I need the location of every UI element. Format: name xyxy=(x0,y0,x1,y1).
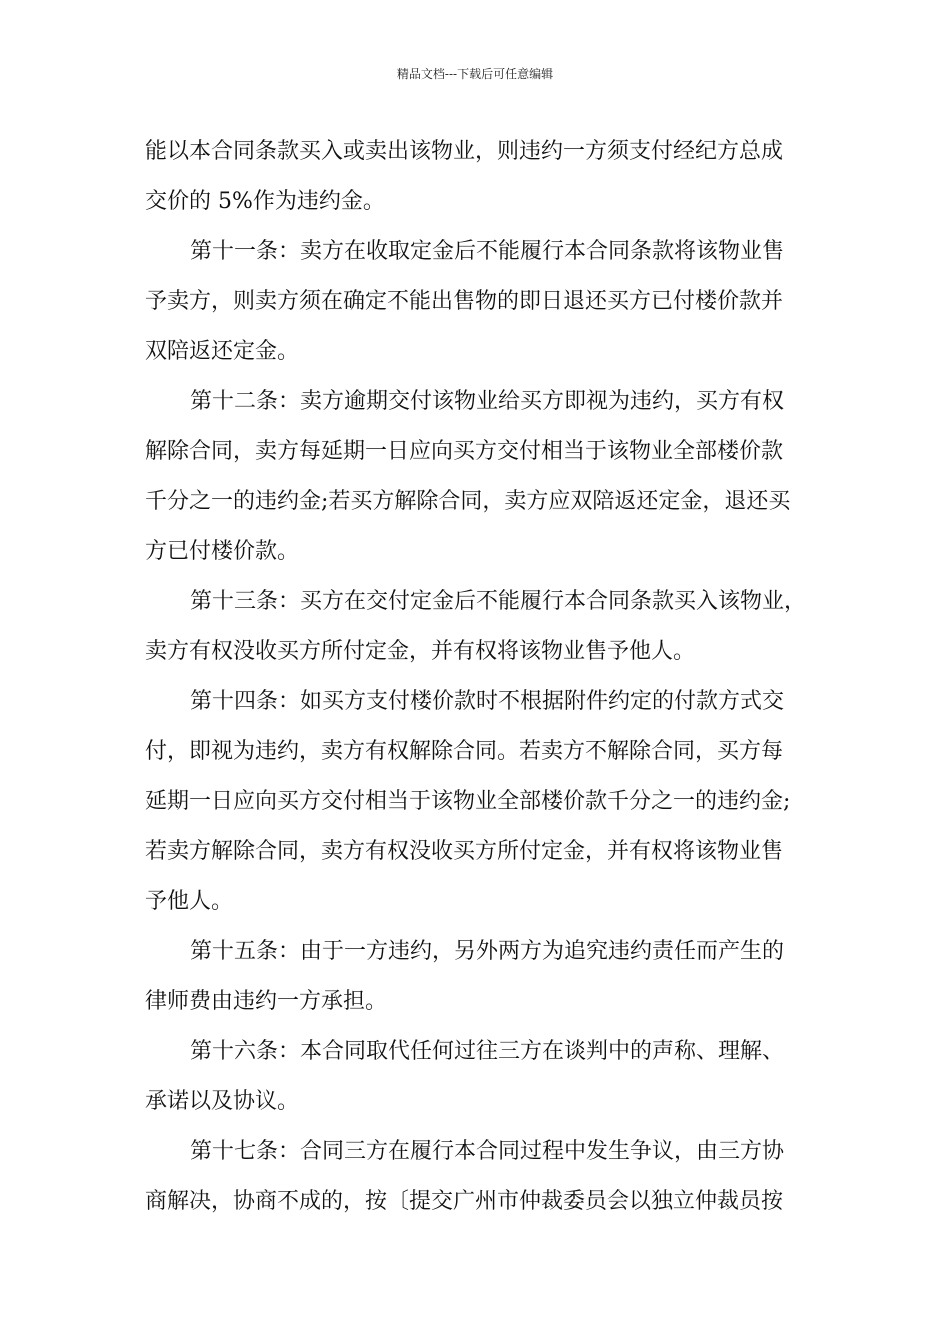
document-body xyxy=(145,127,810,1227)
text-line: 若卖方解除合同，卖方有权没收买方所付定金，并有权将该物业售 xyxy=(145,839,784,864)
text-line: 第十七条：合同三方在履行本合同过程中发生争议，由三方协 xyxy=(190,1139,785,1164)
text-line: 方已付楼价款。 xyxy=(145,539,300,564)
text-line: 商解决，协商不成的，按〔提交广州市仲裁委员会以独立仲裁员按 xyxy=(145,1189,784,1214)
text-line: 第十一条：卖方在收取定金后不能履行本合同条款将该物业售 xyxy=(190,239,785,264)
text-line: 付，即视为违约，卖方有权解除合同。若卖方不解除合同，买方每 xyxy=(145,739,784,764)
text-line: 千分之一的违约金;若买方解除合同，卖方应双陪返还定金，退还买 xyxy=(145,489,791,514)
page-header: 精品文档---下载后可任意编辑 xyxy=(396,67,554,81)
text-line: 第十五条：由于一方违约，另外两方为追究违约责任而产生的 xyxy=(190,939,785,964)
text-line: 交价的 5%作为违约金。 xyxy=(145,189,385,214)
text-line: 卖方有权没收买方所付定金，并有权将该物业售予他人。 xyxy=(145,639,696,664)
text-line: 第十二条：卖方逾期交付该物业给买方即视为违约，买方有权 xyxy=(190,389,785,414)
text-line: 延期一日应向买方交付相当于该物业全部楼价款千分之一的违约金; xyxy=(145,789,791,814)
text-line: 予他人。 xyxy=(145,889,234,914)
text-line: 能以本合同条款买入或卖出该物业，则违约一方须支付经纪方总成 xyxy=(145,139,784,164)
text-line: 律师费由违约一方承担。 xyxy=(145,989,388,1014)
text-line: 承诺以及协议。 xyxy=(145,1089,300,1114)
text-line: 予卖方，则卖方须在确定不能出售物的即日退还买方已付楼价款并 xyxy=(145,289,784,314)
text-line: 双陪返还定金。 xyxy=(145,339,300,364)
text-line: 第十六条：本合同取代任何过往三方在谈判中的声称、理解、 xyxy=(190,1039,785,1064)
text-line: 第十三条：买方在交付定金后不能履行本合同条款买入该物业， xyxy=(190,589,807,614)
text-line: 解除合同，卖方每延期一日应向买方交付相当于该物业全部楼价款 xyxy=(145,439,784,464)
text-line: 第十四条：如买方支付楼价款时不根据附件约定的付款方式交 xyxy=(190,689,785,714)
